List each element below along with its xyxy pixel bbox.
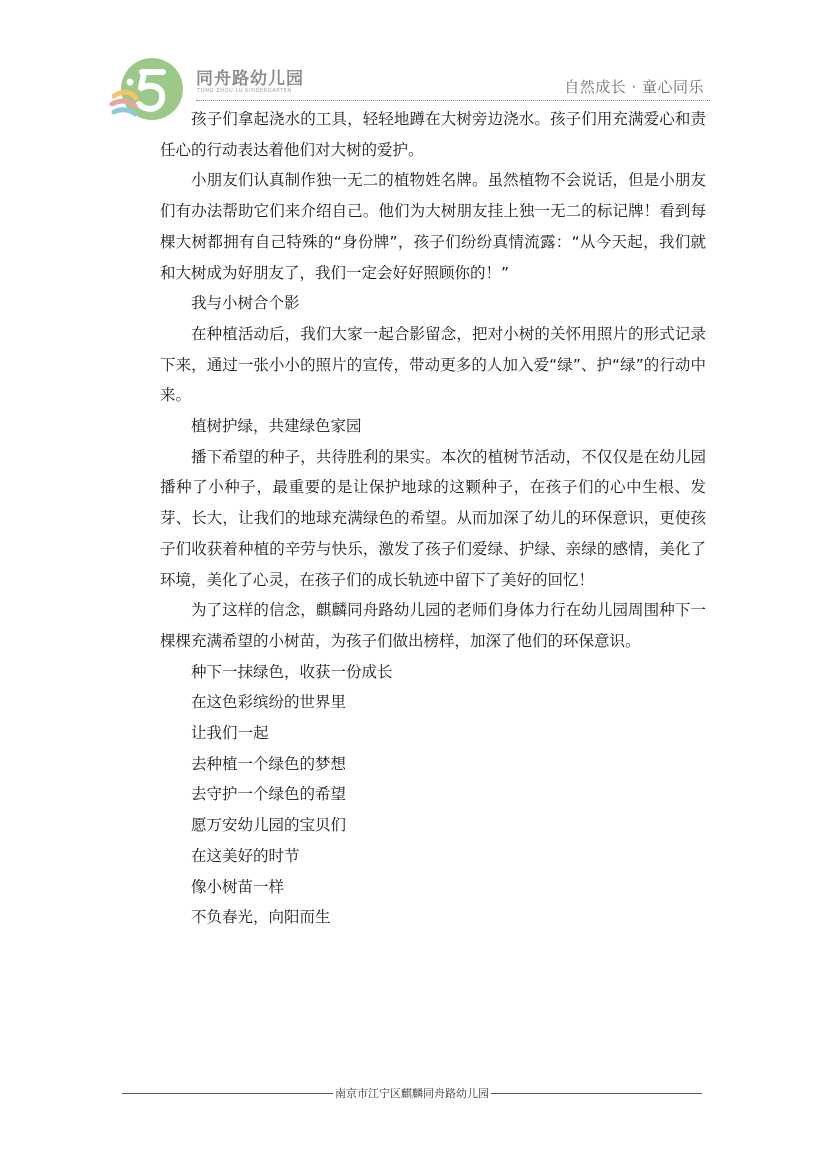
poem-line: 在这色彩缤纷的世界里 [191, 693, 347, 712]
poem-line: 种下一抹绿色，收获一份成长 [191, 662, 393, 681]
page-footer [122, 1085, 702, 1101]
poem-line: 去种植一个绿色的梦想 [191, 754, 347, 773]
footer-text: 南京市江宁区麒麟同舟路幼儿园 [335, 1087, 489, 1100]
poem-line: 在这美好的时节 [191, 846, 300, 865]
logo-name-en: TONG ZHOU LU KINDERGARTEN [197, 88, 292, 94]
section-heading: 植树护绿，共建绿色家园 [191, 417, 362, 436]
paragraph: 在种植活动后，我们大家一起合影留念，把对小树的关怀用照片的形式记录下来，通过一张小小的照片的宣传，带动更多的人加入爱“绿”、护“绿”的行动中来。 [160, 324, 706, 405]
page-header [0, 0, 827, 110]
poem-line: 去守护一个绿色的希望 [191, 785, 347, 804]
footer-rule-right [491, 1093, 702, 1094]
paragraph: 为了这样的信念，麒麟同舟路幼儿园的老师们身体力行在幼儿园周围种下一棵棵充满希望的小树苗，为孩子们做出榜样，加深了他们的环保意识。 [160, 601, 706, 650]
poem-line: 愿万安幼儿园的宝贝们 [191, 816, 347, 835]
article-body [160, 104, 706, 933]
paragraph: 孩子们拿起浇水的工具，轻轻地蹲在大树旁边浇水。孩子们用充满爱心和责任心的行动表达着他们对大树的爱护。 [160, 110, 706, 159]
poem-line: 让我们一起 [191, 724, 269, 743]
header-divider [196, 100, 710, 101]
logo-name-cn: 同舟路幼儿园 [196, 69, 304, 89]
paragraph: 小朋友们认真制作独一无二的植物姓名牌。虽然植物不会说话，但是小朋友们有办法帮助它们来介绍自己。他们为大树朋友挂上独一无二的标记牌！看到每棵大树都拥有自己特殊的“身份牌”，孩子们纷纷真情流露：“从今天起，我们就和大树成为好朋友了，我们一定会好好照顾你的！” [160, 171, 706, 282]
header-slogan: 自然成长 · 童心同乐 [564, 78, 704, 96]
paragraph: 播下希望的种子，共待胜利的果实。本次的植树节活动，不仅仅是在幼儿园播种了小种子，最重要的是让保护地球的这颗种子，在孩子们的心中生根、发芽、长大，让我们的地球充满绿色的希望。从而加深了幼儿的环保意识，更使孩子们收获着种植的辛劳与快乐，激发了孩子们爱绿、护绿、亲绿的感情，美化了环境，美化了心灵，在孩子们的成长轨迹中留下了美好的回忆！ [160, 447, 706, 589]
footer-rule-left [122, 1093, 333, 1094]
poem-line: 不负春光，向阳而生 [191, 908, 331, 927]
poem-line: 像小树苗一样 [191, 877, 285, 896]
section-heading: 我与小树合个影 [191, 294, 300, 313]
